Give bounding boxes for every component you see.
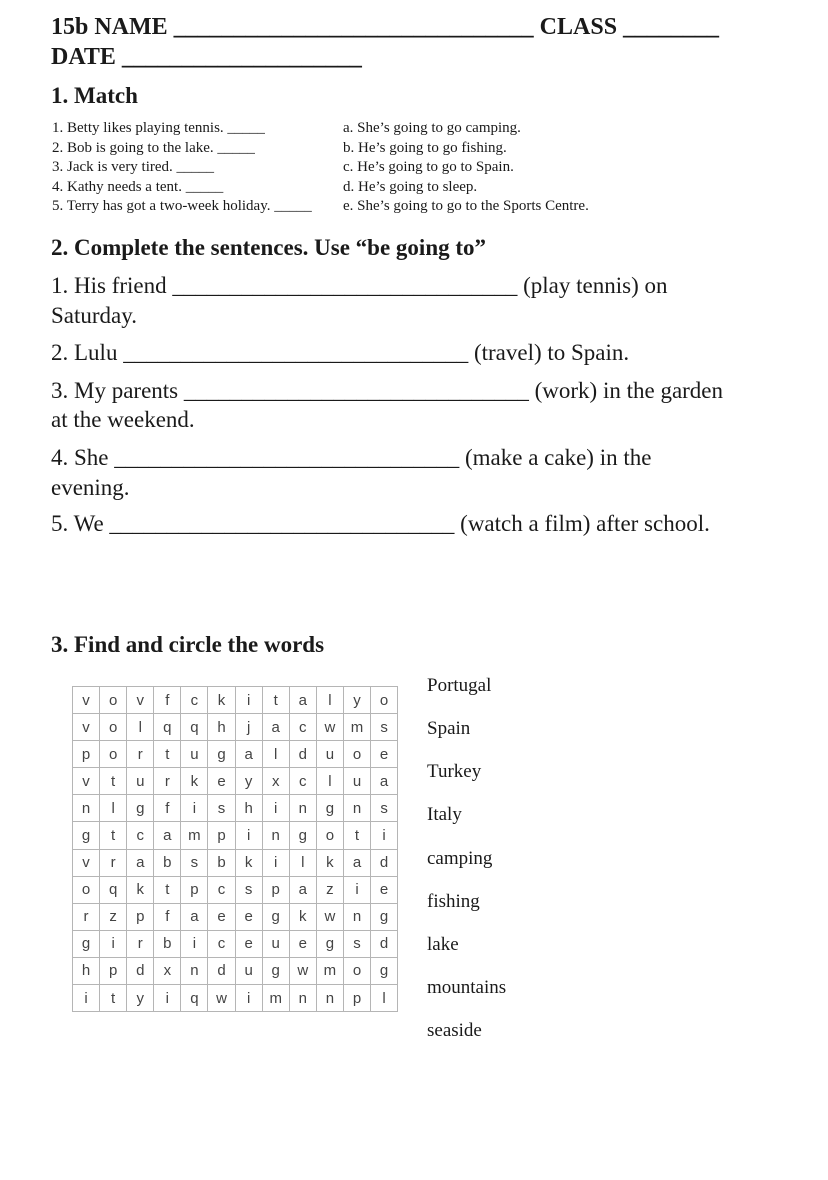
grid-cell: m bbox=[262, 985, 289, 1012]
grid-cell: n bbox=[289, 985, 316, 1012]
grid-cell: o bbox=[73, 876, 100, 903]
grid-cell: w bbox=[316, 714, 343, 741]
grid-cell: e bbox=[371, 741, 398, 768]
grid-cell: a bbox=[181, 903, 208, 930]
grid-cell: p bbox=[100, 957, 127, 984]
grid-cell: n bbox=[262, 822, 289, 849]
grid-cell: a bbox=[235, 741, 262, 768]
grid-cell: l bbox=[316, 687, 343, 714]
grid-cell: i bbox=[371, 822, 398, 849]
grid-cell: b bbox=[154, 930, 181, 957]
grid-cell: f bbox=[154, 795, 181, 822]
grid-cell: p bbox=[73, 741, 100, 768]
grid-cell: l bbox=[316, 768, 343, 795]
grid-cell: e bbox=[371, 876, 398, 903]
sentence-2: 2. Lulu ______________________________ (travel) to Spain. bbox=[51, 340, 630, 365]
match-right-item: e. She’s going to go to the Sports Centre. bbox=[343, 198, 589, 215]
grid-cell: o bbox=[371, 687, 398, 714]
grid-cell: v bbox=[73, 768, 100, 795]
grid-cell: d bbox=[371, 930, 398, 957]
grid-cell: i bbox=[262, 795, 289, 822]
grid-cell: q bbox=[181, 714, 208, 741]
grid-row bbox=[73, 768, 398, 795]
grid-row bbox=[73, 795, 398, 822]
sentence-1: 1. His friend ______________________________ (play tennis) on bbox=[51, 273, 668, 298]
grid-cell: g bbox=[208, 741, 235, 768]
grid-cell: g bbox=[73, 822, 100, 849]
grid-cell: j bbox=[235, 714, 262, 741]
sentence-5: 5. We ______________________________ (watch a film) after school. bbox=[51, 511, 710, 536]
grid-cell: k bbox=[181, 768, 208, 795]
grid-cell: v bbox=[73, 714, 100, 741]
grid-cell: u bbox=[343, 768, 370, 795]
grid-cell: v bbox=[127, 687, 154, 714]
grid-cell: h bbox=[73, 957, 100, 984]
grid-cell: y bbox=[343, 687, 370, 714]
grid-cell: l bbox=[100, 795, 127, 822]
grid-cell: r bbox=[73, 903, 100, 930]
word-list-item: lake bbox=[427, 934, 459, 955]
grid-cell: c bbox=[208, 930, 235, 957]
grid-cell: c bbox=[289, 714, 316, 741]
grid-cell: e bbox=[235, 930, 262, 957]
grid-cell: i bbox=[235, 985, 262, 1012]
grid-cell: a bbox=[371, 768, 398, 795]
grid-row bbox=[73, 741, 398, 768]
grid-cell: r bbox=[127, 930, 154, 957]
grid-cell: o bbox=[316, 822, 343, 849]
grid-cell: e bbox=[208, 768, 235, 795]
grid-cell: k bbox=[235, 849, 262, 876]
word-list-item: seaside bbox=[427, 1020, 482, 1041]
grid-row bbox=[73, 876, 398, 903]
grid-cell: d bbox=[127, 957, 154, 984]
grid-row bbox=[73, 930, 398, 957]
grid-cell: o bbox=[100, 714, 127, 741]
grid-cell: g bbox=[316, 795, 343, 822]
grid-cell: k bbox=[127, 876, 154, 903]
grid-cell: o bbox=[343, 741, 370, 768]
grid-cell: t bbox=[100, 985, 127, 1012]
match-left-item: 3. Jack is very tired. _____ bbox=[52, 159, 215, 176]
grid-cell: y bbox=[127, 985, 154, 1012]
grid-cell: g bbox=[73, 930, 100, 957]
grid-cell: t bbox=[100, 822, 127, 849]
grid-cell: t bbox=[154, 876, 181, 903]
word-list-item: camping bbox=[427, 848, 493, 869]
grid-cell: n bbox=[343, 795, 370, 822]
grid-cell: y bbox=[235, 768, 262, 795]
grid-cell: e bbox=[289, 930, 316, 957]
grid-cell: l bbox=[289, 849, 316, 876]
grid-cell: a bbox=[343, 849, 370, 876]
word-list-item: mountains bbox=[427, 977, 507, 998]
grid-cell: f bbox=[154, 903, 181, 930]
match-left-list bbox=[52, 119, 312, 217]
grid-cell: i bbox=[235, 687, 262, 714]
sentence-4-cont: evening. bbox=[51, 475, 130, 500]
grid-cell: g bbox=[262, 903, 289, 930]
grid-cell: m bbox=[343, 714, 370, 741]
grid-cell: i bbox=[181, 795, 208, 822]
grid-row bbox=[73, 957, 398, 984]
grid-cell: p bbox=[208, 822, 235, 849]
grid-cell: a bbox=[262, 714, 289, 741]
match-right-item: a. She’s going to go camping. bbox=[343, 120, 521, 136]
grid-cell: l bbox=[371, 985, 398, 1012]
grid-row bbox=[73, 985, 398, 1012]
grid-cell: q bbox=[100, 876, 127, 903]
grid-cell: r bbox=[100, 849, 127, 876]
grid-cell: i bbox=[100, 930, 127, 957]
grid-cell: f bbox=[154, 687, 181, 714]
grid-cell: a bbox=[289, 687, 316, 714]
grid-cell: r bbox=[154, 768, 181, 795]
date-line: DATE ____________________ bbox=[51, 44, 362, 70]
grid-cell: e bbox=[208, 903, 235, 930]
section-2-title: 2. Complete the sentences. Use “be going to” bbox=[51, 235, 487, 260]
name-class-line: 15b NAME ______________________________ CLASS ________ bbox=[51, 14, 720, 40]
grid-row bbox=[73, 849, 398, 876]
grid-cell: p bbox=[127, 903, 154, 930]
sentence-3-cont: at the weekend. bbox=[51, 407, 195, 432]
grid-cell: p bbox=[181, 876, 208, 903]
grid-cell: p bbox=[262, 876, 289, 903]
grid-cell: g bbox=[371, 903, 398, 930]
grid-cell: v bbox=[73, 687, 100, 714]
grid-cell: n bbox=[73, 795, 100, 822]
grid-cell: x bbox=[262, 768, 289, 795]
grid-cell: c bbox=[181, 687, 208, 714]
grid-row bbox=[73, 822, 398, 849]
grid-cell: u bbox=[316, 741, 343, 768]
grid-cell: z bbox=[100, 903, 127, 930]
grid-cell: e bbox=[235, 903, 262, 930]
grid-cell: n bbox=[316, 985, 343, 1012]
grid-cell: q bbox=[154, 714, 181, 741]
section-1-title: 1. Match bbox=[51, 83, 138, 108]
grid-cell: d bbox=[371, 849, 398, 876]
grid-cell: z bbox=[316, 876, 343, 903]
grid-row bbox=[73, 687, 398, 714]
grid-cell: k bbox=[208, 687, 235, 714]
grid-cell: g bbox=[289, 822, 316, 849]
grid-cell: w bbox=[208, 985, 235, 1012]
match-left-item: 1. Betty likes playing tennis. _____ bbox=[52, 120, 265, 136]
word-list-item: Turkey bbox=[427, 761, 482, 782]
grid-cell: n bbox=[343, 903, 370, 930]
match-right-item: b. He’s going to go fishing. bbox=[343, 139, 507, 156]
match-right-item: c. He’s going to go to Spain. bbox=[343, 159, 514, 176]
word-search-grid bbox=[72, 686, 398, 1012]
grid-cell: b bbox=[154, 849, 181, 876]
word-list-item: Spain bbox=[427, 718, 471, 739]
grid-cell: w bbox=[316, 903, 343, 930]
grid-cell: o bbox=[343, 957, 370, 984]
grid-cell: a bbox=[154, 822, 181, 849]
grid-row bbox=[73, 714, 398, 741]
grid-cell: i bbox=[343, 876, 370, 903]
grid-cell: n bbox=[181, 957, 208, 984]
grid-cell: n bbox=[289, 795, 316, 822]
grid-cell: s bbox=[371, 795, 398, 822]
sentence-1-cont: Saturday. bbox=[51, 303, 138, 328]
grid-cell: k bbox=[316, 849, 343, 876]
grid-cell: v bbox=[73, 849, 100, 876]
word-list-item: fishing bbox=[427, 891, 480, 912]
sentence-4: 4. She ______________________________ (make a cake) in the bbox=[51, 445, 652, 470]
grid-cell: g bbox=[127, 795, 154, 822]
grid-cell: d bbox=[289, 741, 316, 768]
grid-cell: p bbox=[343, 985, 370, 1012]
grid-cell: r bbox=[127, 741, 154, 768]
grid-cell: u bbox=[235, 957, 262, 984]
grid-cell: u bbox=[127, 768, 154, 795]
grid-cell: b bbox=[208, 849, 235, 876]
grid-cell: h bbox=[235, 795, 262, 822]
grid-cell: i bbox=[262, 849, 289, 876]
grid-cell: t bbox=[343, 822, 370, 849]
grid-row bbox=[73, 903, 398, 930]
grid-cell: a bbox=[127, 849, 154, 876]
grid-cell: l bbox=[127, 714, 154, 741]
match-left-item: 2. Bob is going to the lake. _____ bbox=[52, 139, 255, 156]
grid-cell: c bbox=[127, 822, 154, 849]
grid-cell: c bbox=[289, 768, 316, 795]
word-list-item: Italy bbox=[427, 804, 462, 825]
grid-cell: o bbox=[100, 741, 127, 768]
match-right-item: d. He’s going to sleep. bbox=[343, 178, 478, 195]
grid-cell: c bbox=[208, 876, 235, 903]
grid-cell: t bbox=[100, 768, 127, 795]
grid-cell: m bbox=[316, 957, 343, 984]
grid-cell: i bbox=[73, 985, 100, 1012]
grid-cell: m bbox=[181, 822, 208, 849]
grid-cell: x bbox=[154, 957, 181, 984]
grid-cell: u bbox=[262, 930, 289, 957]
grid-cell: g bbox=[316, 930, 343, 957]
sentence-3: 3. My parents ______________________________ (work) in the garden bbox=[51, 378, 724, 403]
grid-cell: g bbox=[371, 957, 398, 984]
grid-cell: u bbox=[181, 741, 208, 768]
grid-cell: s bbox=[343, 930, 370, 957]
grid-cell: i bbox=[235, 822, 262, 849]
grid-cell: t bbox=[262, 687, 289, 714]
grid-cell: l bbox=[262, 741, 289, 768]
grid-cell: q bbox=[181, 985, 208, 1012]
match-left-item: 5. Terry has got a two-week holiday. _____ bbox=[52, 198, 312, 215]
grid-cell: w bbox=[289, 957, 316, 984]
match-right-list bbox=[343, 119, 589, 217]
word-list-item: Portugal bbox=[427, 675, 492, 696]
grid-cell: d bbox=[208, 957, 235, 984]
grid-cell: i bbox=[181, 930, 208, 957]
grid-cell: o bbox=[100, 687, 127, 714]
section-3-title: 3. Find and circle the words bbox=[51, 632, 325, 657]
grid-cell: s bbox=[235, 876, 262, 903]
grid-cell: k bbox=[289, 903, 316, 930]
grid-cell: s bbox=[181, 849, 208, 876]
grid-cell: h bbox=[208, 714, 235, 741]
grid-cell: a bbox=[289, 876, 316, 903]
match-left-item: 4. Kathy needs a tent. _____ bbox=[52, 178, 224, 195]
grid-cell: i bbox=[154, 985, 181, 1012]
grid-cell: t bbox=[154, 741, 181, 768]
grid-cell: s bbox=[371, 714, 398, 741]
grid-cell: g bbox=[262, 957, 289, 984]
grid-cell: s bbox=[208, 795, 235, 822]
